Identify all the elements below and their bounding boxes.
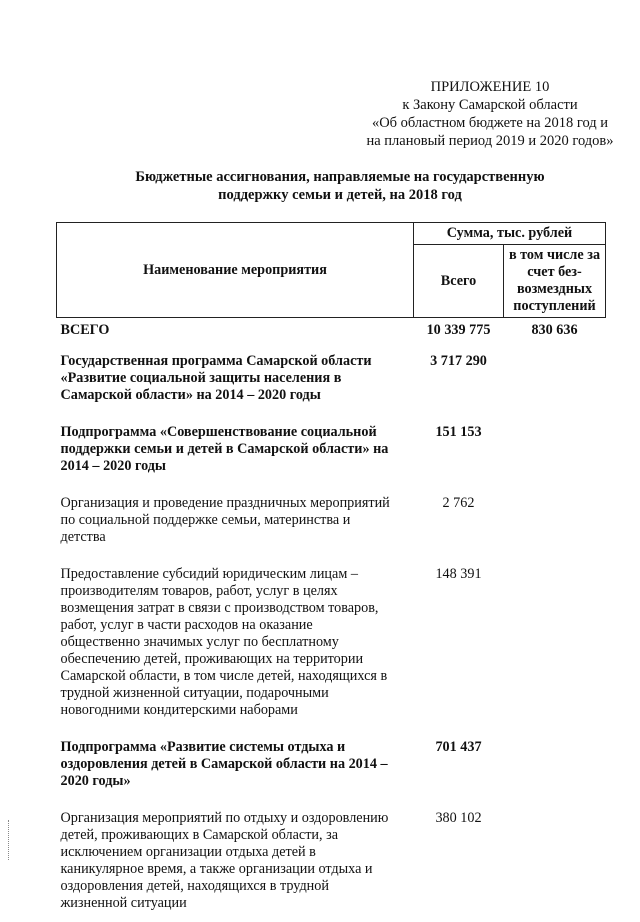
- table-row: [57, 800, 606, 922]
- column-header-sum: Сумма, тыс. рублей: [414, 223, 606, 245]
- scan-margin-mark: [8, 820, 11, 860]
- row-name: Подпрограмма «Развитие системы отдыха и оздоровления детей в Самарской области на 2014 – 2020 годы»: [60, 739, 388, 789]
- row-total: 380 102: [435, 810, 482, 826]
- row-name: ВСЕГО: [60, 322, 110, 338]
- appendix-number: ПРИЛОЖЕНИЕ 10: [430, 79, 550, 95]
- row-name: Предоставление субсидий юридическим лицам – производителям товаров, работ, услуг в целях возмещения затрат в связи с производством товаров, работ, услуг в части расходов на оказание общественно значимых услуг по бесплатному обеспечению детей, проживающих на территории Самарской области, в том числе детей, находящихся в трудной жизненной ситуации, подарочными новогодними кондитерскими наборами: [60, 566, 388, 718]
- table-row: [57, 343, 606, 414]
- budget-table: [56, 222, 606, 922]
- appendix-header: [340, 78, 640, 150]
- row-name: Государственная программа Самарской области «Развитие социальной защиты населения в Самарской области» на 2014 – 2020 годы: [60, 353, 372, 403]
- row-total: 148 391: [435, 566, 482, 582]
- document-title: [90, 168, 590, 204]
- row-total: 3 717 290: [430, 353, 487, 369]
- appendix-law-title-2: на плановый период 2019 и 2020 годов»: [366, 133, 614, 149]
- row-free: [504, 343, 606, 414]
- row-name: Организация мероприятий по отдыху и оздоровлению детей, проживающих в Самарской области, за исключением организации отдыха детей в каникулярное время, а также организации отдыха и оздоровления детей, находящихся в трудной жизненной ситуации: [60, 810, 389, 911]
- table-row: [57, 729, 606, 800]
- table-row: [57, 485, 606, 556]
- row-name: Подпрограмма «Совершенствование социальной поддержки семьи и детей в Самарской области» на 2014 – 2020 годы: [60, 424, 389, 474]
- column-header-total: Всего: [414, 245, 504, 318]
- document-title-line-2: поддержку семьи и детей, на 2018 год: [218, 187, 462, 203]
- row-free: [504, 414, 606, 485]
- row-free: [504, 800, 606, 922]
- row-free: [504, 729, 606, 800]
- row-total: 701 437: [435, 739, 482, 755]
- table-row: [57, 318, 606, 344]
- row-free: 830 636: [531, 322, 578, 338]
- appendix-law-title-1: «Об областном бюджете на 2018 год и: [371, 115, 609, 131]
- row-free: [504, 556, 606, 729]
- appendix-law: к Закону Самарской области: [402, 97, 578, 113]
- column-header-free: в том числе за счет без-возмездных поступлений: [504, 245, 606, 318]
- row-total: 10 339 775: [426, 322, 491, 338]
- row-total: 151 153: [435, 424, 482, 440]
- row-total: 2 762: [442, 495, 475, 511]
- row-free: [504, 485, 606, 556]
- table-row: [57, 556, 606, 729]
- row-name: Организация и проведение праздничных мероприятий по социальной поддержке семьи, материнства и детства: [60, 495, 390, 545]
- table-row: [57, 414, 606, 485]
- document-title-line-1: Бюджетные ассигнования, направляемые на государственную: [135, 169, 545, 185]
- column-header-name: Наименование мероприятия: [57, 223, 414, 318]
